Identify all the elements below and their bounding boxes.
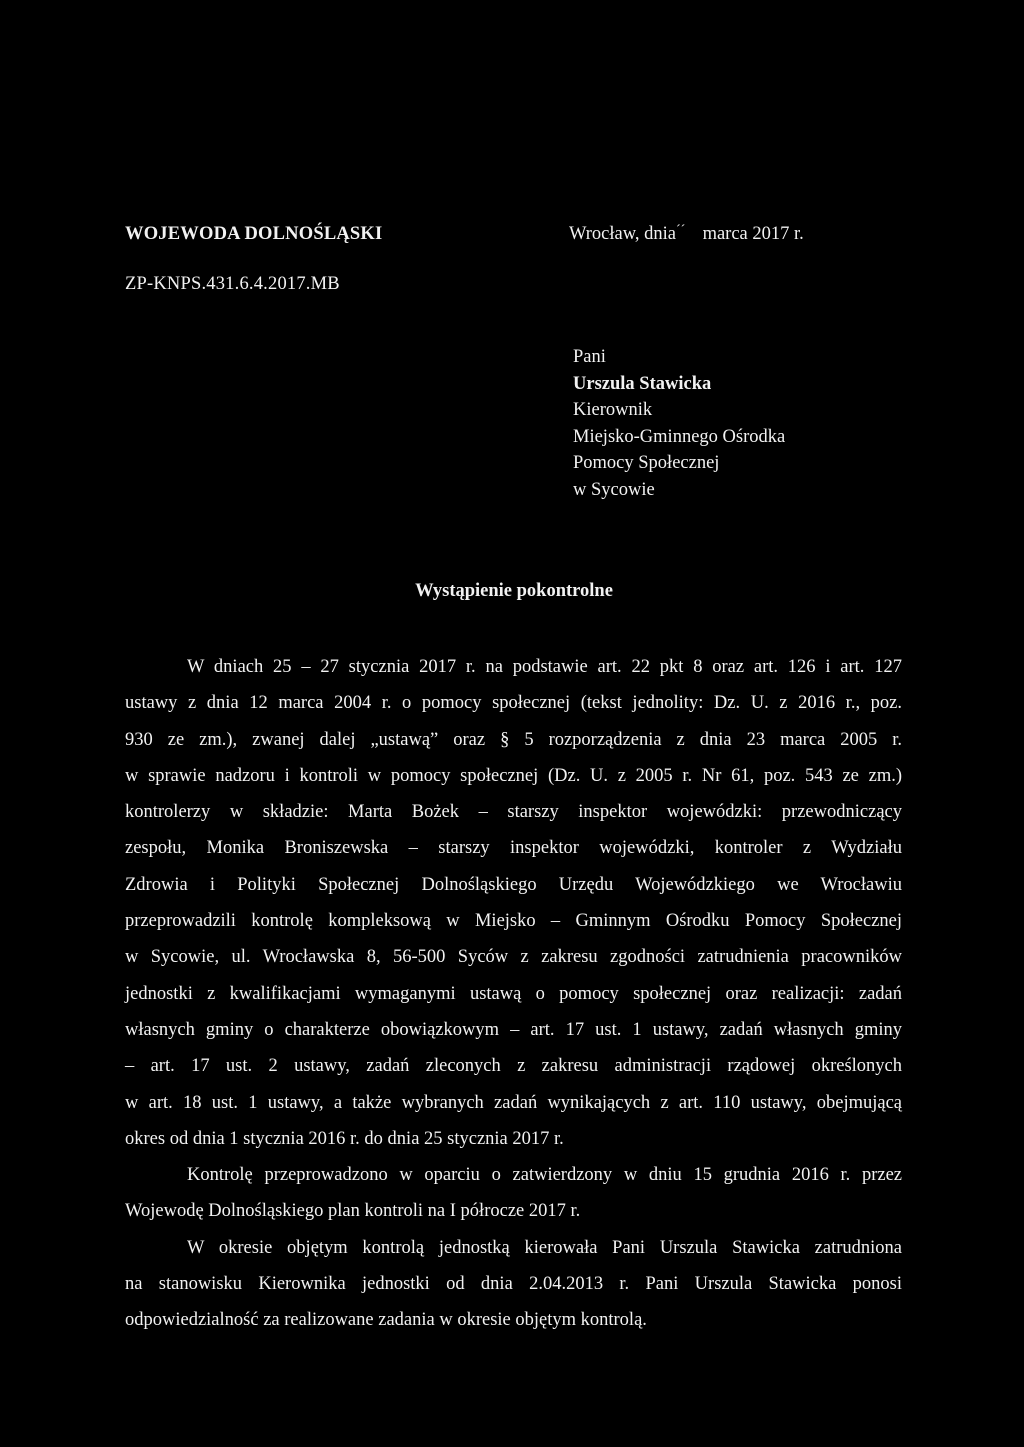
paragraph-2-line: Wojewodę Dolnośląskiego plan kontroli na I półrocze 2017 r. — [125, 1201, 581, 1222]
reference-number: ZP-KNPS.431.6.4.2017.MB — [125, 274, 340, 294]
paragraph-1-line: przeprowadzili kontrolę kompleksową w Miejsko – Gminnym Ośrodku Pomocy Społecznej — [125, 911, 902, 932]
addressee-position: Kierownik — [573, 400, 653, 420]
addressee-institution-line1: Miejsko-Gminnego Ośrodka — [573, 426, 786, 447]
addressee-block — [573, 344, 785, 503]
date-day: ´´ — [675, 223, 686, 238]
addressee-location: w Sycowie — [573, 479, 655, 500]
paragraph-1-line: w Sycowie, ul. Wrocławska 8, 56-500 Syców z zakresu zgodności zatrudnienia pracowników — [125, 947, 902, 968]
document-body — [125, 649, 902, 1339]
date-prefix: Wrocław, dnia — [569, 224, 676, 244]
paragraph-2-line: Kontrolę przeprowadzono w oparciu o zatwierdzony w dniu 15 grudnia 2016 r. przez — [187, 1165, 902, 1186]
paragraph-1-line: własnych gminy o charakterze obowiązkowym – art. 17 ust. 1 ustawy, zadań własnych gminy — [125, 1019, 902, 1040]
paragraph-1-line: w art. 18 ust. 1 ustawy, a także wybranych zadań wynikających z art. 110 ustawy, obejmującą — [125, 1092, 902, 1113]
paragraph-1-line: W dniach 25 – 27 stycznia 2017 r. na podstawie art. 22 pkt 8 oraz art. 126 i art. 127 — [187, 657, 902, 677]
paragraph-1-line: kontrolerzy w składzie: Marta Bożek – starszy inspektor wojewódzki: przewodniczący — [125, 802, 902, 823]
document-title: Wystąpienie pokontrolne — [415, 581, 613, 601]
paragraph-1-line: Zdrowia i Polityki Społecznej Dolnośląskiego Urzędu Wojewódzkiego we Wrocławiu — [125, 874, 902, 895]
paragraph-3-line: odpowiedzialność za realizowane zadania w okresie objętym kontrolą. — [125, 1310, 647, 1331]
addressee-institution-line2: Pomocy Społecznej — [573, 453, 720, 473]
paragraph-1-line: 930 ze zm.), zwanej dalej „ustawą” oraz § 5 rozporządzenia z dnia 23 marca 2005 r. — [125, 729, 902, 750]
letter-date — [569, 224, 804, 245]
paragraph-3-line: na stanowisku Kierownika jednostki od dnia 2.04.2013 r. Pani Urszula Stawicka ponosi — [125, 1274, 902, 1295]
date-suffix: marca 2017 r. — [702, 224, 804, 244]
paragraph-1-line: – art. 17 ust. 2 ustawy, zadań zleconych z zakresu administracji rządowej określonych — [125, 1056, 902, 1077]
paragraph-1-line: w sprawie nadzoru i kontroli w pomocy społecznej (Dz. U. z 2005 r. Nr 61, poz. 543 ze zm.) — [125, 765, 902, 786]
paragraph-1-line: jednostki z kwalifikacjami wymaganymi ustawą o pomocy społecznej oraz realizacji: zadań — [125, 983, 902, 1004]
paragraph-3-line: W okresie objętym kontrolą jednostką kierowała Pani Urszula Stawicka zatrudniona — [187, 1237, 902, 1258]
addressee-salutation: Pani — [573, 347, 606, 367]
addressee-name: Urszula Stawicka — [573, 373, 712, 394]
issuing-authority: WOJEWODA DOLNOŚLĄSKI — [125, 224, 383, 244]
paragraph-1-line: ustawy z dnia 12 marca 2004 r. o pomocy społecznej (tekst jednolity: Dz. U. z 2016 r., poz. — [125, 693, 902, 714]
paragraph-1-line: okres od dnia 1 stycznia 2016 r. do dnia 25 stycznia 2017 r. — [125, 1128, 564, 1149]
paragraph-1-line: zespołu, Monika Broniszewska – starszy inspektor wojewódzki, kontroler z Wydziału — [125, 838, 902, 859]
